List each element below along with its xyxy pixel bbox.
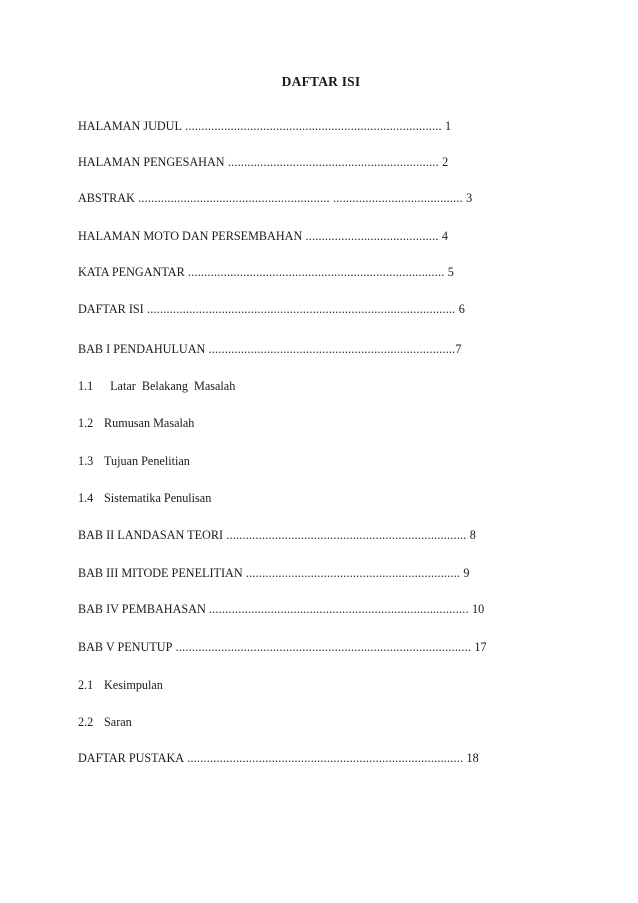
toc-entry-halaman-pengesahan xyxy=(78,155,448,169)
toc-leader-dots: .................................................................. xyxy=(242,566,464,580)
toc-entry-daftar-isi xyxy=(78,302,465,316)
toc-subentry-number: 1.4 xyxy=(78,491,94,505)
toc-entry-label: HALAMAN JUDUL xyxy=(78,119,182,133)
toc-page-number: 2 xyxy=(442,155,449,169)
toc-subentry-label: Kesimpulan xyxy=(104,678,163,692)
toc-page-number: 4 xyxy=(441,229,448,243)
toc-entry-label: BAB III MITODE PENELITIAN xyxy=(78,566,243,580)
toc-entry-label: BAB V PENUTUP xyxy=(78,640,173,654)
toc-leader-dots: ........................................................................................... xyxy=(172,640,475,654)
toc-entry-label: DAFTAR ISI xyxy=(78,302,144,316)
toc-entry-label: BAB IV PEMBAHASAN xyxy=(78,602,206,616)
toc-subentry-label: Latar Belakang Masalah xyxy=(104,379,236,393)
toc-entry-bab-1 xyxy=(78,342,461,356)
toc-subentry-label: Tujuan Penelitian xyxy=(104,454,190,468)
toc-entry-halaman-judul xyxy=(78,119,451,133)
toc-entry-label: HALAMAN PENGESAHAN xyxy=(78,155,225,169)
toc-subentry-number: 1.3 xyxy=(78,454,94,468)
toc-entry-label: HALAMAN MOTO DAN PERSEMBAHAN xyxy=(78,229,303,243)
toc-entry-daftar-pustaka xyxy=(78,751,479,765)
toc-subentry-label: Saran xyxy=(104,715,132,729)
toc-entry-kata-pengantar xyxy=(78,265,454,279)
toc-leader-dots: ......................................... xyxy=(302,229,442,243)
toc-leader-dots: ........................................................... ........................................ xyxy=(134,191,467,205)
toc-entry-bab-4 xyxy=(78,602,484,616)
toc-entry-label: KATA PENGANTAR xyxy=(78,265,185,279)
toc-page-number: 3 xyxy=(466,191,473,205)
toc-subentry-number: 2.1 xyxy=(78,678,94,692)
toc-entry-bab-5 xyxy=(78,640,487,654)
toc-leader-dots: ............................................................................................... xyxy=(143,302,459,316)
toc-leader-dots: ..................................................................................... xyxy=(184,751,467,765)
toc-page-number: 18 xyxy=(466,751,479,765)
toc-entry-halaman-moto xyxy=(78,229,448,243)
toc-page-number: 1 xyxy=(444,119,452,133)
toc-leader-dots: ................................................................. xyxy=(224,155,443,169)
toc-leader-dots: .......................................................................... xyxy=(223,528,470,542)
toc-subentry-2-2 xyxy=(78,715,132,729)
toc-entry-label: DAFTAR PUSTAKA xyxy=(78,751,185,765)
toc-subentry-number: 1.1 xyxy=(78,379,94,393)
toc-entry-bab-3 xyxy=(78,566,470,580)
toc-page-number: 8 xyxy=(469,528,476,542)
toc-leader-dots: ................................................................................ xyxy=(205,602,473,616)
toc-page-number: 6 xyxy=(458,302,465,316)
toc-entry-abstrak xyxy=(78,191,472,205)
toc-subentry-label: Rumusan Masalah xyxy=(104,416,195,430)
toc-leader-dots: ............................................................................ xyxy=(205,342,456,356)
toc-page-number: 5 xyxy=(447,265,454,279)
toc-subentry-number: 2.2 xyxy=(78,715,94,729)
toc-subentry-1-3 xyxy=(78,454,190,468)
toc-leader-dots: ............................................................................... xyxy=(184,265,448,279)
toc-subentry-2-1 xyxy=(78,678,163,692)
toc-page-number: 9 xyxy=(463,566,470,580)
toc-subentry-1-2 xyxy=(78,416,194,430)
toc-entry-label: ABSTRAK xyxy=(78,191,135,205)
toc-page-number: 7 xyxy=(455,342,462,356)
toc-entry-bab-2 xyxy=(78,528,476,542)
toc-leader-dots: ............................................................................... xyxy=(181,119,445,133)
page-title: DAFTAR ISI xyxy=(281,74,361,89)
toc-page-number: 17 xyxy=(474,640,487,654)
toc-subentry-number: 1.2 xyxy=(78,416,94,430)
toc-subentry-1-4 xyxy=(78,491,211,505)
toc-subentry-1-1 xyxy=(78,379,235,393)
toc-subentry-label: Sistematika Penulisan xyxy=(104,491,212,505)
toc-page-number: 10 xyxy=(472,602,485,616)
toc-entry-label: BAB I PENDAHULUAN xyxy=(78,342,206,356)
toc-entry-label: BAB II LANDASAN TEORI xyxy=(78,528,224,542)
